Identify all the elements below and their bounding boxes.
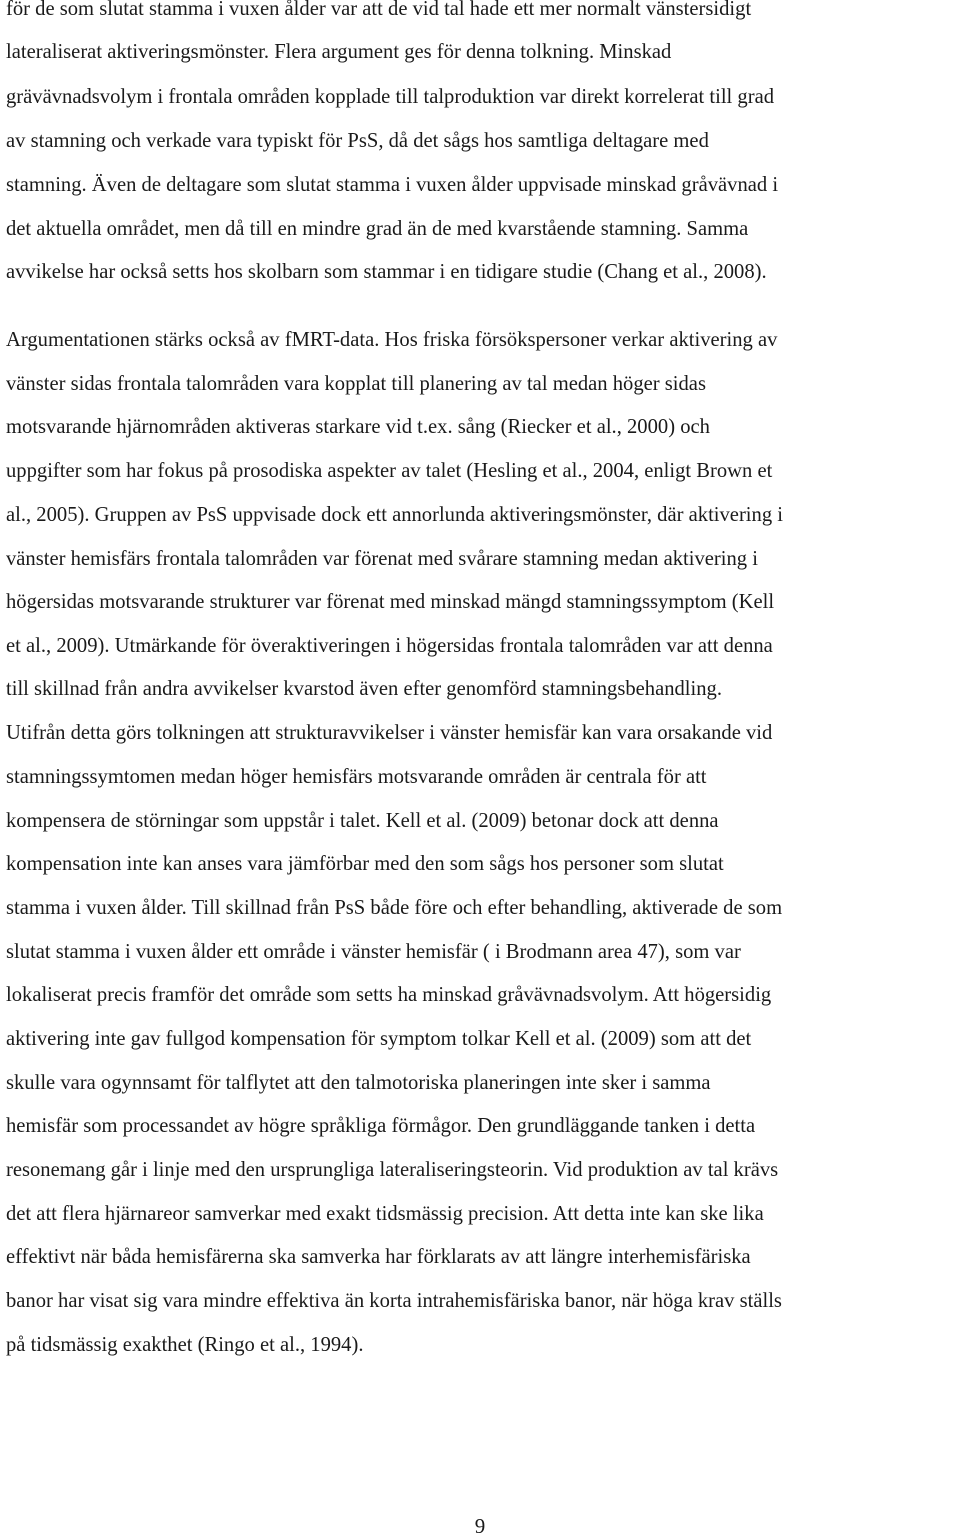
text-line: avvikelse har också setts hos skolbarn som stammar i en tidigare studie (Chang et al., 2008). <box>6 261 767 283</box>
text-line: hemisfär som processandet av högre språkliga förmågor. Den grundläggande tanken i detta <box>6 1115 756 1137</box>
text-line: kompensera de störningar som uppstår i talet. Kell et al. (2009) betonar dock att denna <box>6 810 719 832</box>
text-line: resonemang går i linje med den ursprungliga lateraliseringsteorin. Vid produktion av tal krävs <box>6 1159 779 1181</box>
text-line: Argumentationen stärks också av fMRT-data. Hos friska försökspersoner verkar aktivering av <box>6 329 778 351</box>
text-line: grävävnadsvolym i frontala områden kopplade till talproduktion var direkt korrelerat till grad <box>6 86 775 108</box>
text-line: motsvarande hjärnområden aktiveras starkare vid t.ex. sång (Riecker et al., 2000) och <box>6 416 710 438</box>
text-line: för de som slutat stamma i vuxen ålder var att de vid tal hade ett mer normalt vänstersidigt <box>6 0 752 20</box>
text-line: på tidsmässig exakthet (Ringo et al., 1994). <box>6 1334 364 1356</box>
text-line: aktivering inte gav fullgod kompensation för symptom tolkar Kell et al. (2009) som att det <box>6 1028 752 1050</box>
text-line: högersidas motsvarande strukturer var förenat med minskad mängd stamningssymptom (Kell <box>6 591 775 613</box>
text-line: uppgifter som har fokus på prosodiska aspekter av talet (Hesling et al., 2004, enligt Brown et <box>6 460 773 482</box>
text-line: det aktuella området, men då till en mindre grad än de med kvarstående stamning. Samma <box>6 218 749 240</box>
text-line: det att flera hjärnareor samverkar med exakt tidsmässig precision. Att detta inte kan ske lika <box>6 1203 764 1225</box>
text-line: Utifrån detta görs tolkningen att strukturavvikelser i vänster hemisfär kan vara orsakande vid <box>6 722 773 744</box>
text-line: lateraliserat aktiveringsmönster. Flera argument ges för denna tolkning. Minskad <box>6 41 672 63</box>
text-line: vänster hemisfärs frontala talområden var förenat med svårare stamning medan aktivering i <box>6 548 758 570</box>
text-line: stamma i vuxen ålder. Till skillnad från PsS både före och efter behandling, aktiverade de som <box>6 897 783 919</box>
text-line: kompensation inte kan anses vara jämförbar med den som sågs hos personer som slutat <box>6 853 724 875</box>
text-line: effektivt när båda hemisfärerna ska samverka har förklarats av att längre interhemisfäriska <box>6 1246 751 1268</box>
text-line: banor har visat sig vara mindre effektiva än korta intrahemisfäriska banor, när höga krav ställs <box>6 1290 782 1312</box>
text-line: vänster sidas frontala talområden vara kopplat till planering av tal medan höger sidas <box>6 373 706 395</box>
text-line: till skillnad från andra avvikelser kvarstod även efter genomförd stamningsbehandling. <box>6 678 722 700</box>
text-line: al., 2005). Gruppen av PsS uppvisade dock ett annorlunda aktiveringsmönster, där aktivering i <box>6 504 783 526</box>
text-line: stamning. Även de deltagare som slutat stamma i vuxen ålder uppvisade minskad gråvävnad i <box>6 174 779 196</box>
text-line: lokaliserat precis framför det område som setts ha minskad gråvävnadsvolym. Att högersidig <box>6 984 772 1006</box>
text-line: skulle vara ogynnsamt för talflytet att den talmotoriska planeringen inte sker i samma <box>6 1072 711 1094</box>
text-line: stamningssymtomen medan höger hemisfärs motsvarande områden är centrala för att <box>6 766 707 788</box>
page-number: 9 <box>474 1514 486 1538</box>
text-line: av stamning och verkade vara typiskt för PsS, då det sågs hos samtliga deltagare med <box>6 130 709 152</box>
text-line: et al., 2009). Utmärkande för överaktiveringen i högersidas frontala talområden var att denna <box>6 635 773 657</box>
text-line: slutat stamma i vuxen ålder ett område i vänster hemisfär ( i Brodmann area 47), som var <box>6 941 741 963</box>
